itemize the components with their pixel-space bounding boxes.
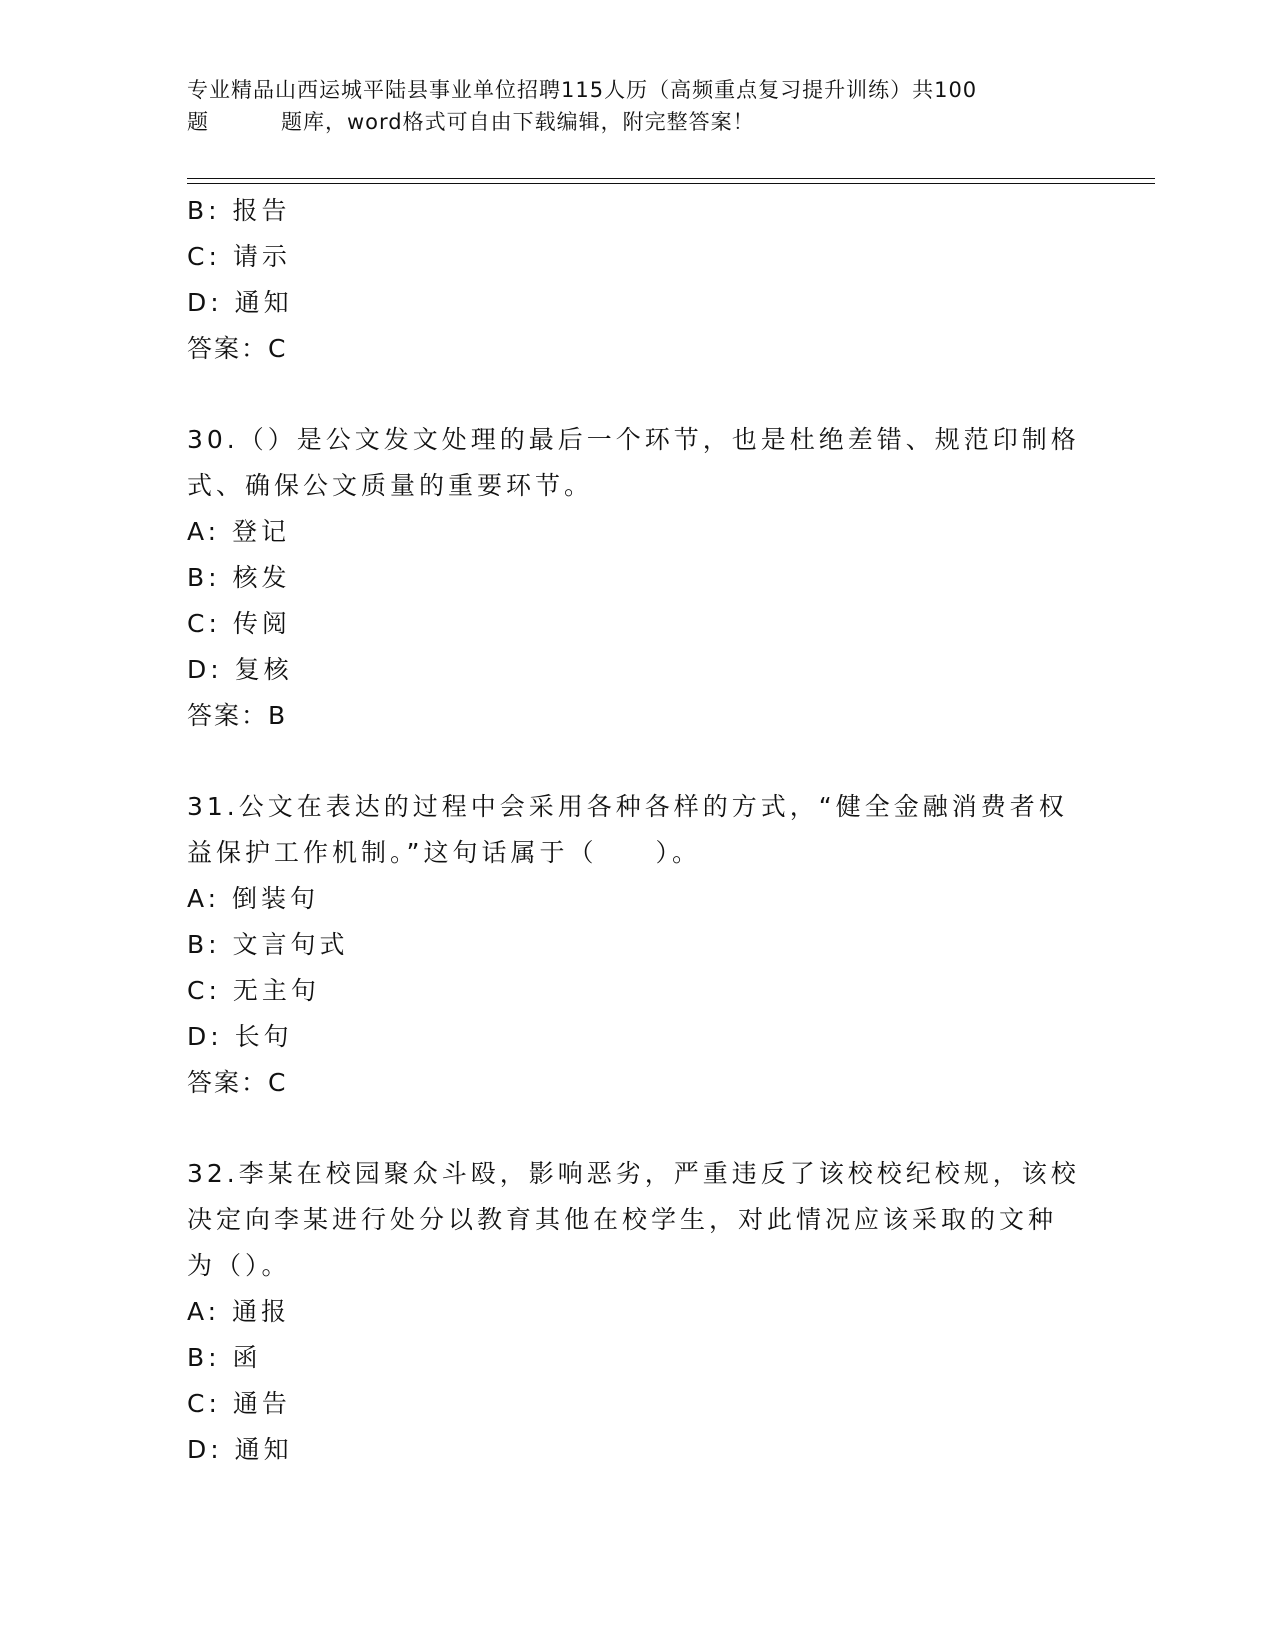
option-label: B: — [187, 196, 221, 225]
option-label: B: — [187, 930, 221, 959]
option-text: 文言句式 — [232, 930, 349, 959]
option-text: 通报 — [232, 1297, 291, 1326]
header-line-1: 专业精品山西运城平陆县事业单位招聘115人历（高频重点复习提升训练）共100 — [187, 78, 978, 102]
answer-line: 答案：C — [187, 1068, 288, 1097]
option-text: 核发 — [232, 563, 291, 592]
option-line — [187, 555, 1087, 601]
option-text: 通知 — [234, 288, 293, 317]
option-text: 报告 — [232, 196, 291, 225]
option-text: 传阅 — [232, 609, 291, 638]
option-text: 函 — [232, 1343, 262, 1372]
option-text: 倒装句 — [232, 884, 320, 913]
option-label: D: — [187, 1022, 223, 1051]
option-line — [187, 1381, 1087, 1427]
header-line-2-tail: 题库，word格式可自由下载编辑，附完整答案！ — [281, 110, 755, 134]
question-30-line-2: 式、确保公文质量的重要环节。 — [187, 471, 594, 500]
option-label: A: — [187, 517, 221, 546]
option-text: 无主句 — [232, 976, 320, 1005]
question-30-line-1: 30.（）是公文发文处理的最后一个环节，也是杜绝差错、规范印制格 — [187, 425, 1080, 454]
option-label: D: — [187, 655, 223, 684]
header-line-2-head: 题 — [187, 110, 209, 134]
option-text: 请示 — [232, 242, 291, 271]
option-label: D: — [187, 288, 223, 317]
option-line — [187, 188, 1087, 234]
document-header — [187, 74, 1087, 138]
header-rule-bottom — [187, 183, 1155, 184]
option-line — [187, 1427, 1087, 1473]
question-32-line-1: 32.李某在校园聚众斗殴，影响恶劣，严重违反了该校校纪校规，该校 — [187, 1159, 1080, 1188]
question-31-line-1: 31.公文在表达的过程中会采用各种各样的方式，“健全金融消费者权 — [187, 792, 1068, 821]
option-line — [187, 601, 1087, 647]
question-32-line-2: 决定向李某进行处分以教育其他在校学生，对此情况应该采取的文种 — [187, 1205, 1058, 1234]
option-label: C: — [187, 1389, 221, 1418]
answer-line: 答案：B — [187, 701, 288, 730]
option-label: B: — [187, 563, 221, 592]
option-line — [187, 922, 1087, 968]
option-text: 通知 — [234, 1435, 293, 1464]
option-line — [187, 1289, 1087, 1335]
option-line — [187, 280, 1087, 326]
header-line-2 — [187, 106, 1087, 138]
option-line — [187, 1014, 1087, 1060]
question-31-line-2: 益保护工作机制。”这句话属于（ ）。 — [187, 838, 701, 867]
option-line — [187, 234, 1087, 280]
option-text: 长句 — [234, 1022, 293, 1051]
question-32-line-3: 为（）。 — [187, 1251, 291, 1280]
option-label: D: — [187, 1435, 223, 1464]
option-line — [187, 1335, 1087, 1381]
option-text: 通告 — [232, 1389, 291, 1418]
option-line — [187, 647, 1087, 693]
option-label: C: — [187, 242, 221, 271]
option-line — [187, 876, 1087, 922]
option-line — [187, 968, 1087, 1014]
option-text: 登记 — [232, 517, 291, 546]
option-label: B: — [187, 1343, 221, 1372]
option-label: A: — [187, 884, 221, 913]
option-label: C: — [187, 976, 221, 1005]
header-rule-top — [187, 178, 1155, 179]
option-label: C: — [187, 609, 221, 638]
option-label: A: — [187, 1297, 221, 1326]
question-content — [187, 188, 1087, 1473]
option-line — [187, 509, 1087, 555]
answer-line: 答案：C — [187, 334, 288, 363]
option-text: 复核 — [234, 655, 293, 684]
